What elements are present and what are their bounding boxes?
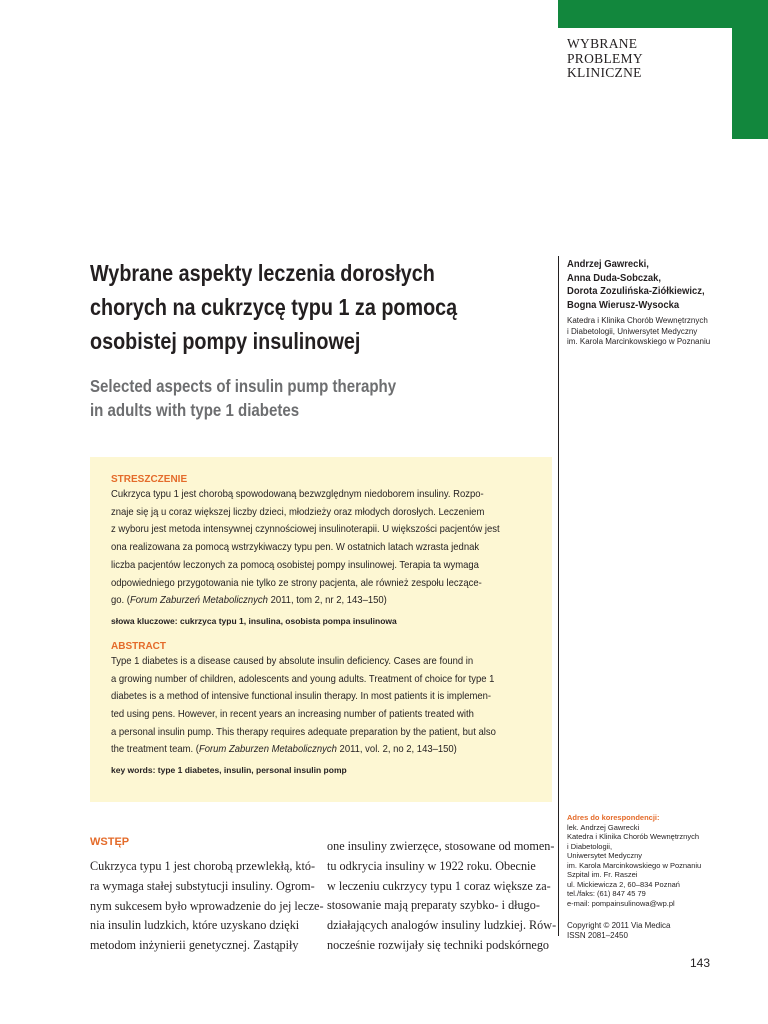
body-line: metodom inżynierii genetycznej. Zastąpiły	[90, 938, 299, 953]
correspondence-line: i Diabetologii,	[567, 841, 613, 851]
article-title-english	[90, 374, 451, 422]
section-label-line: WYBRANE	[567, 36, 638, 51]
title-line: Selected aspects of insulin pump theraphy	[90, 376, 397, 396]
citation-prefix: the treatment team. (	[111, 744, 199, 756]
correspondence-heading: Adres do korespondencji:	[567, 813, 660, 822]
body-line: stosowanie mają preparaty szybko- i długo-	[327, 898, 540, 913]
author-name: Andrzej Gawrecki,	[567, 258, 649, 270]
copyright-notice	[567, 921, 670, 941]
title-line: Wybrane aspekty leczenia dorosłych	[90, 260, 435, 286]
abstract-pl-heading: STRESZCZENIE	[111, 474, 188, 485]
abstract-line: a growing number of children, adolescents and young adults. Treatment of choice for type 1	[111, 673, 495, 685]
header-green-tab	[732, 0, 768, 139]
correspondence-address	[567, 813, 752, 908]
title-line: in adults with type 1 diabetes	[90, 400, 300, 420]
abstract-line: ona realizowana za pomocą wstrzykiwaczy typu pen. W ostatnich latach wzrasta jednak	[111, 542, 480, 554]
body-column-2	[327, 837, 557, 956]
abstract-line: odpowiedniego przygotowania nie tylko ze strony pacjenta, ale również zespołu leczące-	[111, 577, 482, 589]
citation-details: 2011, vol. 2, no 2, 143–150)	[336, 744, 457, 756]
citation-prefix: go. (	[111, 595, 130, 607]
body-line: ra wymaga stałej substytucji insuliny. Ogrom-	[90, 878, 315, 893]
body-column-1	[90, 857, 324, 956]
article-title-polish	[90, 256, 542, 358]
author-affiliation	[567, 316, 752, 348]
abstract-en-heading: ABSTRACT	[111, 640, 166, 652]
section-label-line: PROBLEMY	[567, 50, 643, 66]
section-label-line: KLINICZNE	[567, 65, 642, 80]
section-heading: WSTĘP	[90, 836, 130, 848]
abstract-line	[111, 592, 531, 610]
journal-name: Forum Zaburzeń Metabolicznych	[129, 595, 268, 607]
body-line: one insuliny zwierzęce, stosowane od momen-	[327, 839, 555, 853]
section-label	[567, 37, 727, 81]
keywords-pl: słowa kluczowe: cukrzyca typu 1, insulina, osobista pompa insulinowa	[111, 615, 397, 626]
abstract-line: znaje się ją u coraz większej liczby dzieci, młodzieży oraz młodych dorosłych. Leczeniem	[111, 506, 485, 518]
body-line: nym sukcesem było wprowadzenie do jej lecze-	[90, 898, 324, 913]
body-line: nia insulin ludzkich, które uzyskano dzięki	[90, 918, 300, 933]
journal-name: Forum Zaburzen Metabolicznych	[198, 744, 337, 756]
abstract-en-text	[111, 653, 531, 759]
affiliation-line: im. Karola Marcinkowskiego w Poznaniu	[567, 337, 711, 346]
column-divider	[558, 256, 559, 936]
page-number: 143	[690, 956, 711, 970]
title-line: chorych na cukrzycę typu 1 za pomocą	[90, 294, 458, 320]
keywords-en: key words: type 1 diabetes, insulin, personal insulin pomp	[111, 765, 347, 776]
abstract-line: z wyboru jest metoda intensywnej czynnościowej insulinoterapii. U większości pacjentów jest	[111, 524, 500, 536]
correspondence-line: lek. Andrzej Gawrecki	[567, 822, 640, 832]
body-line: w leczeniu cukrzycy typu 1 coraz większe za-	[327, 878, 551, 893]
correspondence-line: ul. Mickiewicza 2, 60–834 Poznań	[567, 879, 680, 889]
correspondence-line: Szpital im. Fr. Raszei	[567, 870, 638, 879]
body-line: nocześnie rozwijały się techniki podskórnego	[327, 937, 550, 952]
abstract-line	[111, 741, 531, 759]
issn-line: ISSN 2081–2450	[567, 931, 628, 940]
abstract-line: a personal insulin pump. This therapy requires adequate preparation by the patient, but also	[111, 726, 496, 738]
body-line: tu odkrycia insuliny w 1922 roku. Obecnie	[327, 858, 536, 873]
author-name: Anna Duda-Sobczak,	[567, 271, 661, 284]
abstract-line: liczba pacjentów leczonych za pomocą osobistej pompy insulinowej. Terapia ta wymaga	[111, 559, 479, 571]
abstract-line: diabetes is a method of intensive functional insulin therapy. In most patients it is implemen-	[111, 691, 492, 703]
affiliation-line: Katedra i Klinika Chorób Wewnętrznych	[567, 316, 708, 325]
correspondence-line: Uniwersytet Medyczny	[567, 851, 643, 860]
title-line: osobistej pompy insulinowej	[90, 328, 361, 354]
copyright-line: Copyright © 2011 Via Medica	[567, 921, 671, 930]
correspondence-line: tel./faks: (61) 847 45 79	[567, 889, 646, 898]
correspondence-line: Katedra i Klinika Chorób Wewnętrznych	[567, 832, 700, 841]
author-name: Bogna Wierusz-Wysocka	[567, 298, 680, 311]
affiliation-line: i Diabetologii, Uniwersytet Medyczny	[567, 326, 698, 336]
author-list	[567, 258, 747, 312]
body-line: działających analogów insuliny ludzkiej. Rów-	[327, 918, 557, 933]
abstract-pl-text	[111, 486, 531, 610]
abstract-line: Cukrzyca typu 1 jest chorobą spowodowaną bezwzględnym niedoborem insuliny. Rozpo-	[111, 489, 484, 500]
abstract-line: Type 1 diabetes is a disease caused by absolute insulin deficiency. Cases are found in	[111, 655, 474, 667]
correspondence-email: e-mail: pompainsulinowa@wp.pl	[567, 898, 675, 908]
abstract-box	[90, 457, 552, 802]
abstract-line: ted using pens. However, in recent years an increasing number of patients treated with	[111, 709, 474, 721]
correspondence-line: im. Karola Marcinkowskiego w Poznaniu	[567, 860, 702, 870]
citation-details: 2011, tom 2, nr 2, 143–150)	[267, 595, 387, 607]
body-line: Cukrzyca typu 1 jest chorobą przewlekłą, któ-	[90, 859, 316, 873]
author-name: Dorota Zozulińska-Ziółkiewicz,	[567, 285, 705, 297]
